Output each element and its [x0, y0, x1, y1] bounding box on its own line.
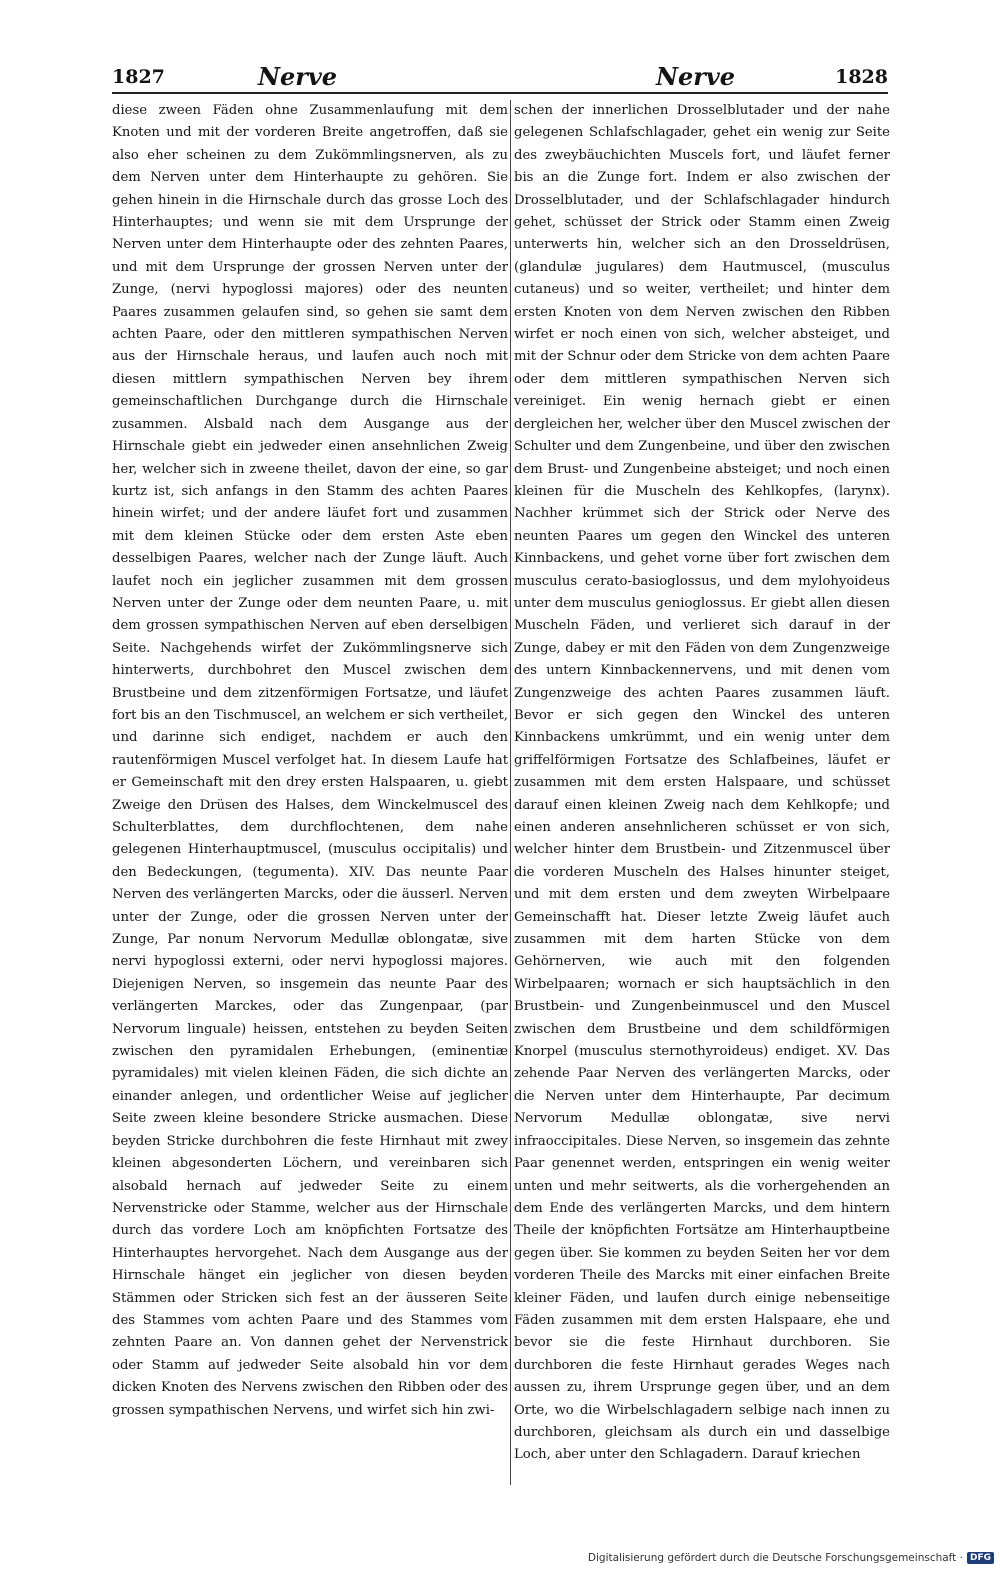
column-left-text: diese zween Fäden ohne Zusammenlaufung mit dem Knoten und mit der vorderen Breite angetroffen, daß sie also eher scheinen zu dem Zukömmlingsnerven, als zu dem Nerven unter dem Hinterhaupte zu gehören. Sie gehen hinein in die Hirnschale durch das grosse Loch des Hinterhauptes; und wenn sie mit dem Ursprunge der Nerven unter dem Hinterhaupte oder des zehnten Paares, und mit dem Ursprunge der grossen Nerven unter der Zunge, (nervi hypoglossi majores) oder des neunten Paares zusammen gelaufen sind, so gehen sie samt dem achten Paare, oder den mittleren sympathischen Nerven aus der Hirnschale heraus, und laufen auch noch mit diesen mittlern sympathischen Nerven bey ihrem gemeinschaftlichen Durchgange durch die Hirnschale zusammen. Alsbald nach dem Ausgange aus der Hirnschale giebt ein jedweder einen ansehnlichen Zweig her, welcher sich in zweene theilet, davon der eine, so gar kurtz ist, sich anfangs in den Stamm des achten Paares hinein wirfet; und der andere läufet fort und zusammen mit dem kleinen Stücke oder dem ersten Aste eben desselbigen Paares, welcher nach der Zunge läuft. Auch laufet noch ein jeglicher zusammen mit dem grossen Nerven unter der Zunge oder dem neunten Paare, u. mit dem grossen sympathischen Nerven auf eben derselbigen Seite. Nachgehends wirfet der Zukömmlingsnerve sich hinterwerts, durchbohret den Muscel zwischen dem Brustbeine und dem zitzenförmigen Fortsatze, und läufet fort bis an den Tischmuscel, an welchem er sich vertheilet, und darinne sich endiget, nachdem er auch den rautenförmigen Muscel verfolget hat. In diesem Laufe hat er Gemeinschaft mit den drey ersten Halspaaren, u. giebt Zweige den Drüsen des Halses, dem Winckelmuscel des Schulterblattes, dem durchflochtenen, dem nahe gelegenen Hinterhauptmuscel, (musculus occipitalis) und den Bedeckungen, (tegumenta). XIV. Das neunte Paar Nerven des verlängerten Marcks, oder die äusserl. Nerven unter der Zunge, oder die grossen Nerven unter der Zunge, Par nonum Nervorum Medullæ oblongatæ, sive nervi hypoglossi externi, oder nervi hypoglossi majores. Diejenigen Nerven, so insgemein das neunte Paar des verlängerten Marckes, oder das Zungenpaar, (par Nervorum linguale) heissen, entstehen zu beyden Seiten zwischen den pyramidalen Erhebungen, (eminentiæ pyramidales) mit vielen kleinen Fäden, die sich dichte an einander anlegen, und ordentlicher Weise auf jeglicher Seite zween kleine besondere Stricke ausmachen. Diese beyden Stricke durchbohren die feste Hirnhaut mit zwey kleinen abgesonderten Löchern, und vereinbaren sich alsobald hernach auf jedweder Seite zu einem Nervenstricke oder Stamme, welcher aus der Hirnschale durch das vordere Loch am knöpfichten Fortsatze des Hinterhauptes hervorgehet. Nach dem Ausgange aus der Hirnschale hänget ein jeglicher von diesen beyden Stämmen oder Stricken sich fest an der äusseren Seite des Stammes vom achten Paare und des Stammes vom zehnten Paare an. Von dannen gehet der Nervenstrick oder Stamm auf jedweder Seite alsobald hin vor dem dicken Knoten des Nervens zwischen den Ribben oder des grossen sympathischen Nervens, und wirfet sich hin zwi- — [112, 103, 508, 1418]
page-number-right: 1828 — [835, 66, 888, 88]
dfg-logo: DFG — [967, 1552, 994, 1564]
header-rule — [112, 92, 888, 94]
running-headword-left: Nerve — [258, 62, 338, 91]
column-divider — [510, 100, 511, 1485]
text-column-left — [112, 100, 508, 1485]
column-right-text: schen der innerlichen Drosselblutader und der nahe gelegenen Schlafschlagader, gehet ein wenig zur Seite des zweybäuchichten Muscels fort, und läufet ferner bis an die Zunge fort. Indem er also zwischen der Drosselblutader, und der Schlafschlagader hindurch gehet, schüsset der Strick oder Stamm einen Zweig unterwerts hin, welcher sich an den Drosseldrüsen, (glandulæ jugulares) dem Hautmuscel, (musculus cutaneus) und so weiter, vertheilet; und hinter dem ersten Knoten von dem Nerven zwischen den Ribben wirfet er noch einen von sich, welcher absteiget, und mit der Schnur oder dem Stricke von dem achten Paare oder dem mittleren sympathischen Nerven sich vereiniget. Ein wenig hernach giebt er einen dergleichen her, welcher über den Muscel zwischen der Schulter und dem Zungenbeine, und über den zwischen dem Brust- und Zungenbeine absteiget; und noch einen kleinen für die Muscheln des Kehlkopfes, (larynx). Nachher krümmet sich der Strick oder Nerve des neunten Paares um gegen den Winckel des unteren Kinnbackens, und gehet vorne über fort zwischen dem musculus cerato-basioglossus, und dem mylohyoideus unter dem musculus genioglossus. Er giebt allen diesen Muscheln Fäden, und verlieret sich darauf in der Zunge, dabey er mit den Fäden von dem Zungenzweige des untern Kinnbackennervens, und mit denen vom Zungenzweige des achten Paares zusammen läuft. Bevor er sich gegen den Winckel des unteren Kinnbackens umkrümmt, und ein wenig unter dem griffelförmigen Fortsatze des Schlafbeines, läufet er zusammen mit dem ersten Halspaare, und schüsset darauf einen kleinen Zweig nach dem Kehlkopfe; und einen anderen ansehnlicheren schüsset er von sich, welcher hinter dem Brustbein- und Zitzenmuscel über die vorderen Muscheln des Halses hinunter steiget, und mit dem ersten und dem zweyten Wirbelpaare Gemeinschafft hat. Dieser letzte Zweig läufet auch zusammen mit dem harten Stücke von dem Gehörnerven, wie auch mit den folgenden Wirbelpaaren; wornach er sich hauptsächlich in den Brustbein- und Zungenbeinmuscel und den Muscel zwischen dem Brustbeine und dem schildförmigen Knorpel (musculus sternothyroideus) endiget. XV. Das zehende Paar Nerven des verlängerten Marcks, oder die Nerven unter dem Hinterhaupte, Par decimum Nervorum Medullæ oblongatæ, sive nervi infraoccipitales. Diese Nerven, so insgemein das zehnte Paar genennet werden, entspringen ein wenig weiter unten und mehr seitwerts, als die vorhergehenden an dem Ende des verlängerten Marcks, und dem hintern Theile der knöpfichten Fortsätze am Hinterhauptbeine gegen über. Sie kommen zu beyden Seiten her vor dem vorderen Theile des Marcks mit einer einfachen Breite kleiner Fäden, und laufen durch einige nebenseitige Fäden zusammen mit dem ersten Halspaare, ehe und bevor sie die feste Hirnhaut durchboren. Sie durchboren die feste Hirnhaut gerades Weges nach aussen zu, ihrem Ursprunge gegen über, und an dem Orte, wo die Wirbelschlagadern selbige nach innen zu durchboren, gleichsam als durch ein und dasselbige Loch, aber unter den Schlagadern. Darauf kriechen — [514, 103, 890, 1463]
credit-text: Digitalisierung gefördert durch die Deutsche Forschungsgemeinschaft · — [587, 1552, 963, 1564]
text-column-right — [514, 100, 890, 1485]
running-headword-right: Nerve — [656, 62, 736, 91]
page-number-left: 1827 — [112, 66, 165, 88]
digitization-credit — [588, 1552, 994, 1564]
